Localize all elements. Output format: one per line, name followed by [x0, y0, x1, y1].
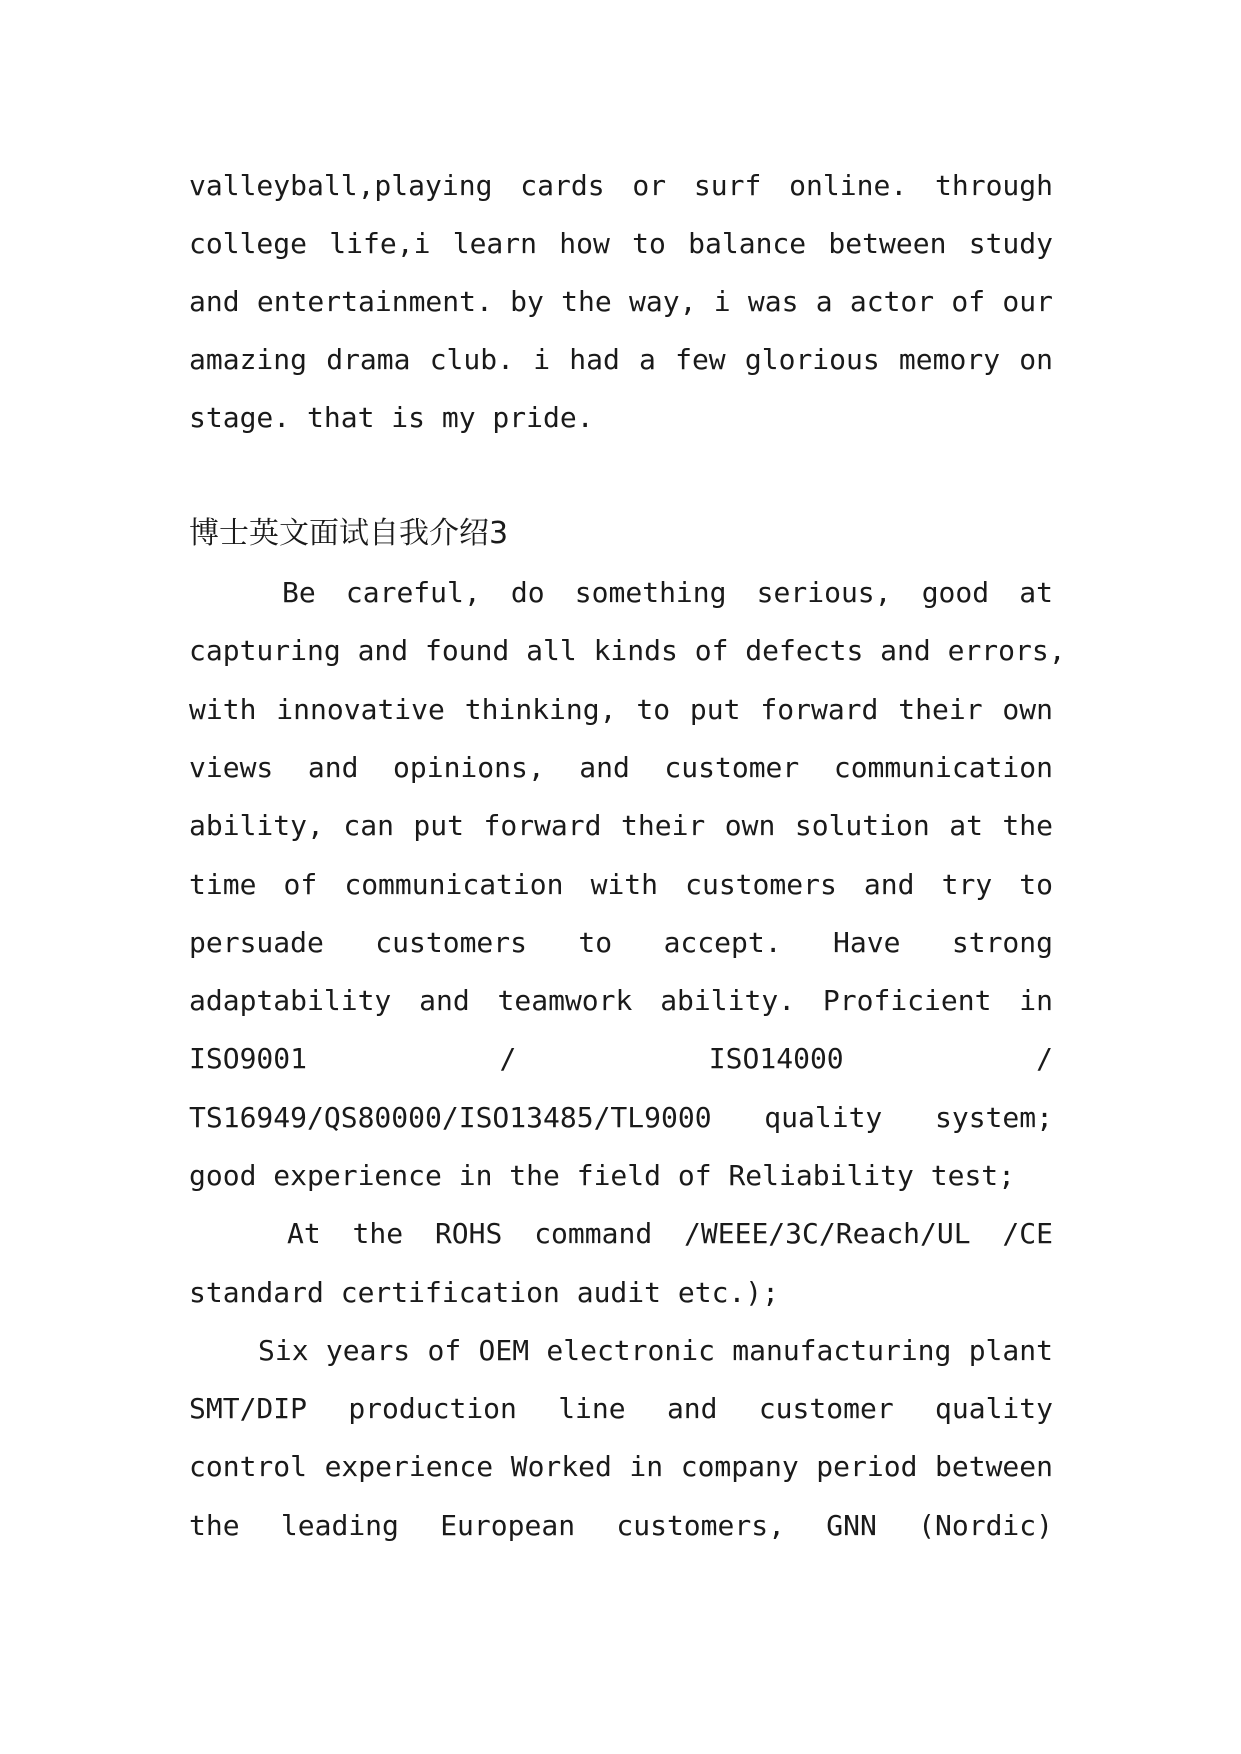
paragraph-line: time of communication with customers and try to — [189, 868, 1053, 901]
paragraph-line: Six years of OEM electronic manufacturing plant — [258, 1334, 1053, 1367]
paragraph-line: ISO9001 / ISO14000 / — [189, 1042, 1053, 1075]
paragraph-line: Be careful, do something serious, good at — [282, 576, 1053, 609]
paragraph-line: capturing and found all kinds of defects and errors, — [189, 634, 1066, 667]
paragraph-line: with innovative thinking, to put forward their own — [189, 693, 1053, 726]
paragraph-line: good experience in the field of Reliability test; — [189, 1159, 1016, 1192]
paragraph-line: control experience Worked in company period between — [189, 1450, 1053, 1483]
section-heading: 博士英文面试自我介绍3 — [189, 516, 509, 551]
paragraph-line: stage. that is my pride. — [189, 401, 594, 434]
paragraph-line: college life,i learn how to balance between study — [189, 227, 1053, 260]
paragraph-line: valleyball,playing cards or surf online. through — [189, 169, 1053, 202]
paragraph-line: persuade customers to accept. Have strong — [189, 926, 1053, 959]
paragraph-line: views and opinions, and customer communication — [189, 751, 1053, 784]
paragraph-line: standard certification audit etc.); — [189, 1276, 780, 1309]
paragraph-line: adaptability and teamwork ability. Proficient in — [189, 984, 1053, 1017]
paragraph-line: TS16949/QS80000/ISO13485/TL9000 quality system; — [189, 1101, 1053, 1134]
paragraph-line: ability, can put forward their own solution at the — [189, 809, 1053, 842]
paragraph-line: and entertainment. by the way, i was a actor of our — [189, 285, 1053, 318]
paragraph-line: At the ROHS command /WEEE/3C/Reach/UL /CE — [287, 1217, 1053, 1250]
paragraph-line: amazing drama club. i had a few glorious memory on — [189, 343, 1053, 376]
paragraph-line: SMT/DIP production line and customer quality — [189, 1392, 1053, 1425]
paragraph-line: the leading European customers, GNN (Nordic) — [189, 1509, 1053, 1542]
